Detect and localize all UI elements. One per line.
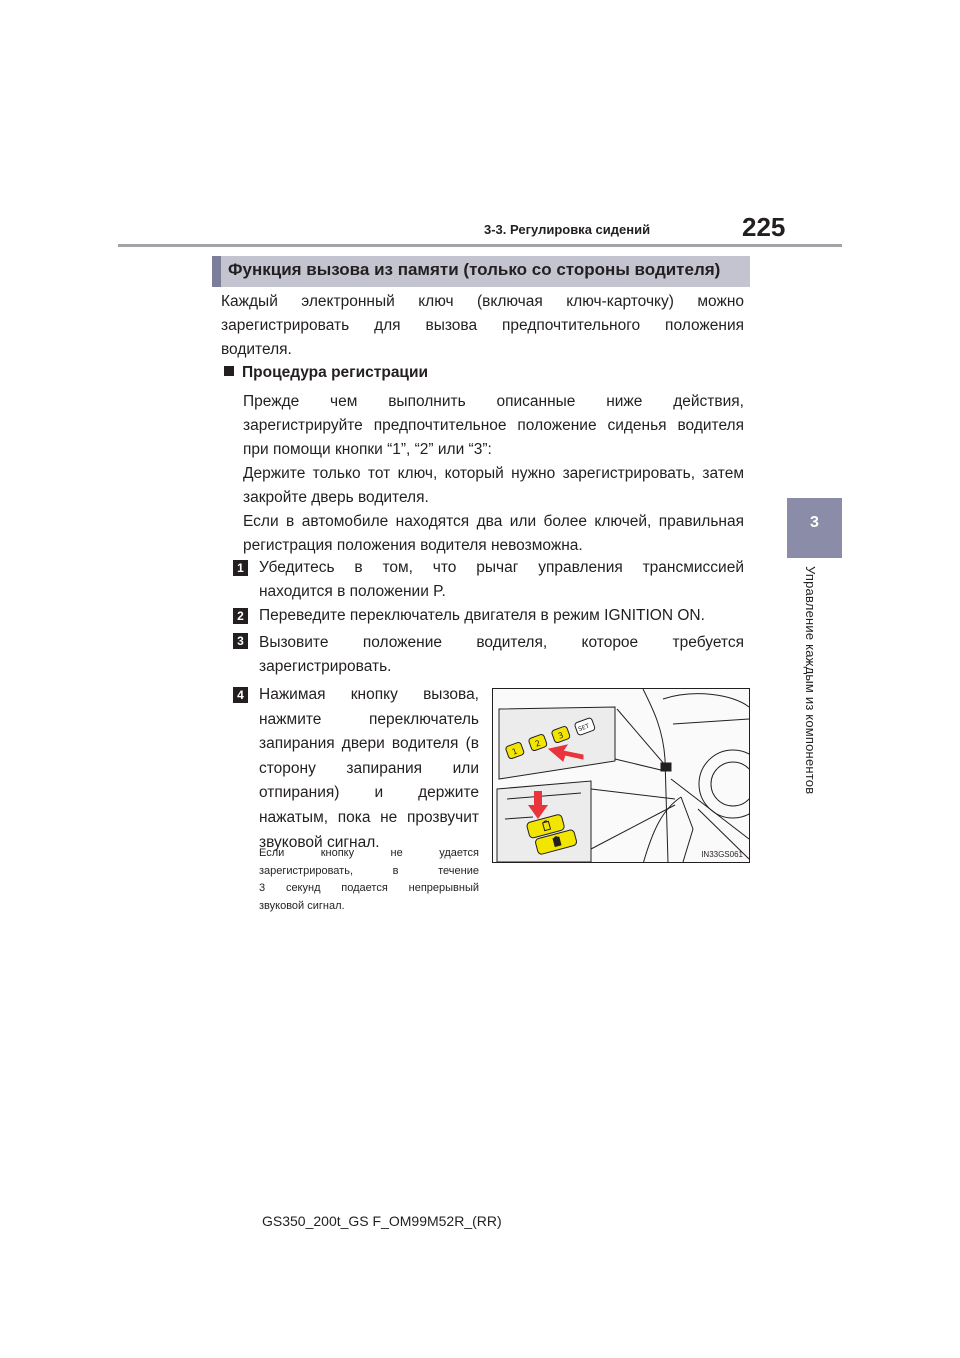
step-text: Переведите переключатель двигателя в режим IGNITION ON. (259, 607, 705, 624)
armrest-line (681, 797, 693, 862)
illustration-drawing (493, 689, 749, 862)
memory-button-1-label: 1 (510, 746, 519, 757)
dash-line (673, 719, 749, 724)
note-line: 3 секунд подается непрерывный (259, 882, 479, 894)
procedure-paragraph (243, 390, 744, 462)
step-text (259, 556, 744, 604)
step-line: нажмите переключатель (259, 710, 479, 728)
step-line: находится в положении P. (259, 583, 446, 600)
door-switch-marker (661, 763, 671, 771)
square-bullet-icon (224, 366, 234, 376)
door-switch-illustration (492, 688, 750, 863)
procedure-paragraph (243, 462, 744, 510)
intro-line: водителя. (221, 341, 292, 358)
step-text (259, 631, 744, 679)
callout-line (591, 789, 675, 799)
door-frame-line (643, 689, 668, 862)
procedure-line: Держите только тот ключ, который нужно зарегистрировать, затем (243, 465, 744, 482)
procedure-line: закройте дверь водителя. (243, 489, 429, 506)
step-text (259, 683, 479, 855)
step-line: Убедитесь в том, что рычаг управления трансмиссией (259, 559, 744, 576)
subheading-text: Процедура регистрации (242, 364, 429, 381)
callout-line (617, 709, 665, 765)
procedure-line: Если в автомобиле находятся два или более ключей, правильная (243, 513, 744, 530)
armrest-line (643, 797, 681, 862)
callout-line (591, 805, 675, 849)
step-line: звуковой сигнал. (259, 833, 380, 851)
step-line: Нажимая кнопку вызова, (259, 686, 479, 703)
step-number-box: 1 (233, 560, 248, 576)
page-number: 225 (742, 212, 786, 242)
procedure-line: при помощи кнопки “1”, “2” или “3”: (243, 441, 492, 458)
step-line: нажатым, пока не прозвучит (259, 808, 479, 826)
memory-button-2-label: 2 (533, 738, 542, 749)
header-rule (118, 244, 842, 247)
intro-line: зарегистрировать для вызова предпочтительного положения (221, 317, 744, 334)
procedure-paragraph (243, 510, 744, 558)
procedure-line: зарегистрируйте предпочтительное положение сиденья водителя (243, 417, 744, 434)
header-section-title: 3-3. Регулировка сидений (484, 222, 651, 237)
chapter-tab-number: 3 (810, 514, 819, 531)
memory-buttons-callout (499, 707, 615, 779)
steering-wheel-outline (699, 750, 749, 818)
footer-manual-code: GS350_200t_GS F_OM99M52R_(RR) (262, 1213, 502, 1229)
intro-paragraph (221, 290, 744, 362)
note-line: Если кнопку не удается (259, 847, 479, 859)
intro-line: Каждый электронный ключ (включая ключ-карточку) можно (221, 293, 744, 310)
step-number-box: 2 (233, 608, 248, 624)
door-lock-switch-callout (497, 781, 591, 862)
figure-code: IN33GS061 (701, 850, 743, 859)
note-line: звуковой сигнал. (259, 899, 345, 912)
step-line: сторону запирания или (259, 759, 479, 777)
dash-line (663, 694, 749, 707)
memory-button-3-label: 3 (556, 730, 565, 741)
step-line: Вызовите положение водителя, которое требуется (259, 634, 744, 651)
chapter-tab-label: Управление каждым из компонентов (803, 566, 818, 795)
subheading (224, 364, 428, 382)
note-line: зарегистрировать, в течение (259, 864, 479, 877)
step-line: отпирания) и держите (259, 784, 479, 802)
callout-line (615, 759, 665, 771)
procedure-line: регистрация положения водителя невозможна. (243, 537, 583, 554)
step-number-box: 4 (233, 687, 248, 703)
panel-line (671, 779, 749, 839)
section-title: Функция вызова из памяти (только со стороны водителя) (228, 260, 721, 279)
set-button-label: SET (577, 722, 591, 734)
step-line: запирания двери водителя (в (259, 735, 479, 753)
step-note (259, 845, 479, 915)
steering-wheel-hub (711, 762, 749, 806)
procedure-line: Прежде чем выполнить описанные ниже действия, (243, 393, 744, 410)
step-line: зарегистрировать. (259, 658, 392, 675)
step-number-box: 3 (233, 633, 248, 649)
